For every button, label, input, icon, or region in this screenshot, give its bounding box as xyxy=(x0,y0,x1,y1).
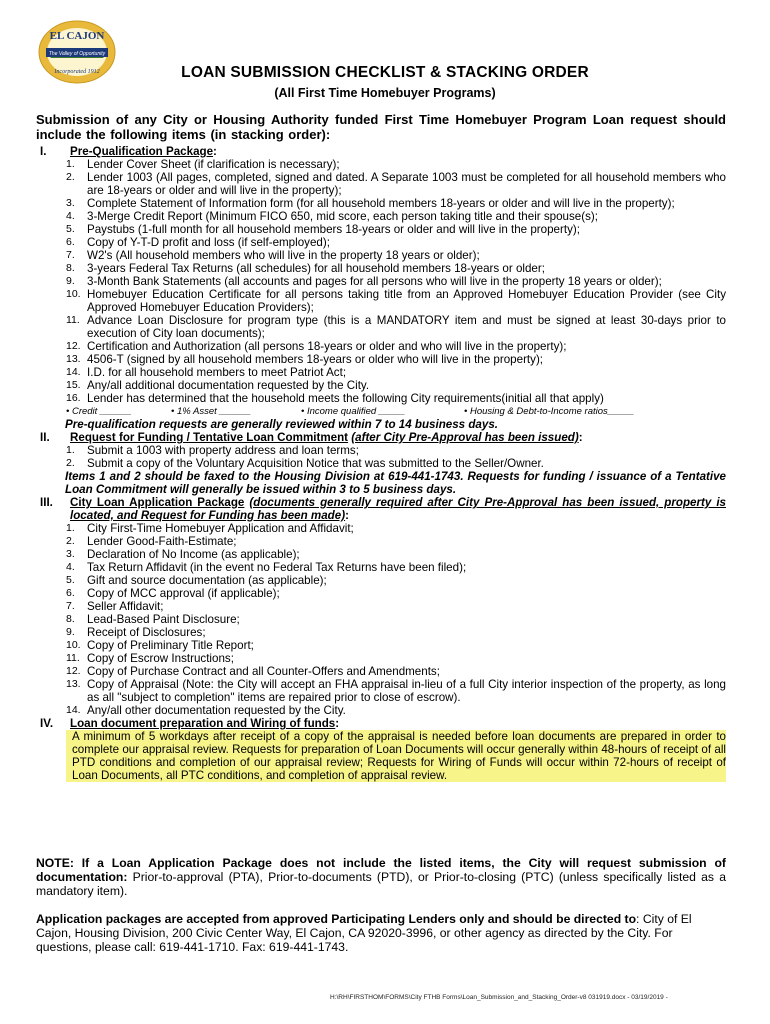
list-item-number: 3. xyxy=(66,548,75,560)
page-subtitle: (All First Time Homebuyer Programs) xyxy=(274,86,496,100)
list-item-number: 8. xyxy=(66,613,75,625)
asset-initial: • 1% Asset ______ xyxy=(171,406,252,417)
housing-ratio-initial: • Housing & Debt-to-Income ratios_____ xyxy=(464,406,635,417)
list-item-number: 7. xyxy=(66,600,75,612)
section-2-heading xyxy=(36,431,726,444)
list-item xyxy=(36,288,726,314)
list-item-text: Copy of Preliminary Title Report; xyxy=(87,639,254,652)
list-item xyxy=(36,574,726,587)
list-item-text: Copy of Y-T-D profit and loss (if self-employed); xyxy=(87,236,330,249)
list-item-text: 3-Month Bank Statements (all accounts and pages for all persons who will live in the property 18 years or older); xyxy=(87,275,662,288)
section-2-note: Items 1 and 2 should be faxed to the Housing Division at 619-441-1743. Requests for funding / issuance of a Tentative Loan Commitment will generally be issued within 3 to 5 business days. xyxy=(65,470,726,496)
section-1-list xyxy=(36,158,726,405)
section-4-title: Loan document preparation and Wiring of funds xyxy=(70,717,336,730)
list-item-number: 4. xyxy=(66,561,75,573)
list-item-number: 11. xyxy=(66,652,80,664)
list-item xyxy=(36,366,726,379)
note-paragraph xyxy=(36,856,726,898)
list-item-number: 2. xyxy=(66,535,75,547)
list-item xyxy=(36,223,726,236)
file-path-footer: H:\RH\FIRSTHOM\FORMS\City FTHB Forms\Loan_Submission_and_Stacking_Order-v8 031919.docx - 03/19/2019 - xyxy=(330,994,668,1001)
list-item xyxy=(36,275,726,288)
list-item-number: 12. xyxy=(66,340,81,352)
section-2-list xyxy=(36,444,726,470)
apply-text: City of El Cajon, Housing Division, 200 Civic Center Way, El Cajon, CA 92020-3996, or other agency as directed by the City. For questions, please call: 619-441-1710. Fax: 619-441-1743. xyxy=(36,912,692,954)
list-item xyxy=(36,210,726,223)
section-1-heading xyxy=(36,145,726,158)
list-item-number: 3. xyxy=(66,197,75,209)
list-item-number: 5. xyxy=(66,574,75,586)
list-item-number: 13. xyxy=(66,678,81,690)
income-initial: • Income qualified _____ xyxy=(301,406,406,417)
list-item-text: 3-Merge Credit Report (Minimum FICO 650, mid score, each person taking title and their spouse(s); xyxy=(87,210,598,223)
list-item xyxy=(36,678,726,704)
list-item xyxy=(36,444,726,457)
list-item-text: Copy of MCC approval (if applicable); xyxy=(87,587,280,600)
list-item xyxy=(36,587,726,600)
list-item-text: Tax Return Affidavit (in the event no Federal Tax Returns have been filed); xyxy=(87,561,467,574)
list-item-number: 14. xyxy=(66,366,81,378)
list-item xyxy=(36,457,726,470)
list-item-text: Any/all additional documentation requested by the City. xyxy=(87,379,370,392)
section-3-title: City Loan Application Package xyxy=(70,496,245,509)
section-2-title: Request for Funding / Tentative Loan Commitment xyxy=(70,431,349,444)
list-item-text: Submit a copy of the Voluntary Acquisition Notice that was submitted to the Seller/Owner. xyxy=(87,457,544,470)
list-item-text: Complete Statement of Information form (for all household members 18-years or older and will live in the property); xyxy=(87,197,675,210)
apply-colon: : xyxy=(636,912,640,926)
list-item xyxy=(36,626,726,639)
list-item-number: 11. xyxy=(66,314,80,326)
section-3-title-tail: : xyxy=(345,509,349,522)
list-item xyxy=(36,535,726,548)
list-item xyxy=(36,704,726,717)
list-item-number: 10. xyxy=(66,288,81,300)
list-item-number: 6. xyxy=(66,587,75,599)
list-item-text: Lender Cover Sheet (if clarification is necessary); xyxy=(87,158,340,171)
note-bold-text: NOTE: If a Loan Application Package does not include the listed items, the City will request submission of documentation: xyxy=(36,856,726,884)
list-item xyxy=(36,639,726,652)
list-item-number: 13. xyxy=(66,353,81,365)
section-4-number: IV. xyxy=(40,717,54,730)
section-2-title-note: (after City Pre-Approval has been issued) xyxy=(351,431,579,444)
list-item-text: Lender Good-Faith-Estimate; xyxy=(87,535,237,548)
list-item-text: City First-Time Homebuyer Application and Affidavit; xyxy=(87,522,354,535)
list-item-text: Gift and source documentation (as applicable); xyxy=(87,574,327,587)
list-item-number: 5. xyxy=(66,223,75,235)
seal-bottom-text: Incorporated 1912 xyxy=(54,69,100,75)
section-2-title-tail: : xyxy=(578,431,583,444)
list-item-number: 1. xyxy=(66,522,75,534)
requirements-initial-row xyxy=(36,405,726,417)
list-item-text: Lender 1003 (All pages, completed, signed and dated. A Separate 1003 must be completed for all household members who are 18-years or older and will live in the property); xyxy=(87,171,726,197)
list-item-text: 3-years Federal Tax Returns (all schedules) for all household members 18-years or older; xyxy=(87,262,545,275)
list-item-number: 9. xyxy=(66,626,75,638)
list-item xyxy=(36,197,726,210)
section-4-highlighted-paragraph: A minimum of 5 workdays after receipt of a copy of the appraisal is needed before loan documents are prepared in order to complete our appraisal review. Requests for preparation of Loan Documents will occur generally within 48-hours of receipt of all PTD conditions and completion of our appraisal review; Requests for Wiring of Funds will occur within 72-hours of receipt of Loan Documents, all PTC conditions, and completion of appraisal review. xyxy=(66,730,726,782)
list-item xyxy=(36,665,726,678)
list-item-text: Lead-Based Paint Disclosure; xyxy=(87,613,240,626)
list-item xyxy=(36,158,726,171)
section-3-number: III. xyxy=(40,496,53,509)
intro-paragraph: Submission of any City or Housing Authority funded First Time Homebuyer Program Loan request should include the following items (in stacking order): xyxy=(36,112,726,142)
list-item-text: Copy of Appraisal (Note: the City will accept an FHA appraisal in-lieu of a full City interior inspection of the property, as long as all "subject to completion" items are repaired prior to close of escrow). xyxy=(87,678,726,704)
section-3-list xyxy=(36,522,726,717)
list-item-number: 9. xyxy=(66,275,75,287)
seal-top-text: EL CAJON xyxy=(49,30,105,42)
list-item-number: 1. xyxy=(66,444,75,456)
list-item xyxy=(36,249,726,262)
el-cajon-seal-logo xyxy=(32,18,122,88)
section-3-title-note: (documents generally required after City Pre-Approval has been issued, property is located, and Request for Funding has been made) xyxy=(70,496,726,522)
list-item xyxy=(36,171,726,197)
page-title: LOAN SUBMISSION CHECKLIST & STACKING ORDER xyxy=(181,64,589,81)
list-item xyxy=(36,392,726,405)
list-item xyxy=(36,262,726,275)
list-item xyxy=(36,314,726,340)
section-4-title-tail: : xyxy=(335,717,340,730)
list-item-text: Copy of Purchase Contract and all Counter-Offers and Amendments; xyxy=(87,665,440,678)
list-item-text: Certification and Authorization (all persons 18-years or older and who will live in the property); xyxy=(87,340,567,353)
list-item-text: I.D. for all household members to meet Patriot Act; xyxy=(87,366,347,379)
section-1-note: Pre-qualification requests are generally reviewed within 7 to 14 business days. xyxy=(65,418,498,431)
list-item xyxy=(36,236,726,249)
list-item-number: 15. xyxy=(66,379,81,391)
list-item-number: 10. xyxy=(66,639,81,651)
list-item-text: Advance Loan Disclosure for program type (this is a MANDATORY item and must be signed at least 30-days prior to execution of City loan documents); xyxy=(87,314,726,340)
list-item-text: Submit a 1003 with property address and loan terms; xyxy=(87,444,359,457)
application-directions xyxy=(36,912,726,954)
section-1-title: Pre-Qualification Package xyxy=(70,145,214,158)
list-item xyxy=(36,522,726,535)
list-item xyxy=(36,340,726,353)
list-item xyxy=(36,613,726,626)
list-item-number: 12. xyxy=(66,665,81,677)
seal-banner-text: The Valley of Opportunity xyxy=(48,51,106,57)
list-item xyxy=(36,379,726,392)
list-item-text: Homebuyer Education Certificate for all persons taking title from an Approved Homebuyer Education Provider (see City Approved Homebuyer Education Providers); xyxy=(87,288,726,314)
checklist-body xyxy=(36,145,726,782)
list-item-number: 1. xyxy=(66,158,75,170)
list-item-text: W2's (All household members who will live in the property 18 years or older); xyxy=(87,249,480,262)
section-1-number: I. xyxy=(40,145,47,158)
list-item-text: Seller Affidavit; xyxy=(87,600,164,613)
list-item-text: Paystubs (1-full month for all household members 18-years or older and will live in the property); xyxy=(87,223,580,236)
list-item xyxy=(36,548,726,561)
list-item-text: Any/all other documentation requested by the City. xyxy=(87,704,346,717)
note-text: Prior-to-approval (PTA), Prior-to-documents (PTD), or Prior-to-closing (PTC) (unless specifically listed as a mandatory item). xyxy=(36,870,726,898)
list-item-number: 16. xyxy=(66,392,81,404)
list-item-number: 4. xyxy=(66,210,75,222)
section-4-heading xyxy=(36,717,726,730)
section-3-heading xyxy=(36,496,726,522)
list-item-number: 7. xyxy=(66,249,75,261)
list-item-number: 2. xyxy=(66,457,75,469)
list-item-text: 4506-T (signed by all household members 18-years or older who will live in the property); xyxy=(87,353,544,366)
section-1-title-tail: : xyxy=(213,145,217,158)
list-item-number: 14. xyxy=(66,704,81,716)
credit-initial: • Credit ______ xyxy=(66,406,132,417)
list-item-number: 8. xyxy=(66,262,75,274)
section-2-number: II. xyxy=(40,431,50,444)
list-item-text: Declaration of No Income (as applicable); xyxy=(87,548,300,561)
list-item-text: Receipt of Disclosures; xyxy=(87,626,206,639)
list-item-text: Copy of Escrow Instructions; xyxy=(87,652,234,665)
list-item xyxy=(36,600,726,613)
apply-bold-text: Application packages are accepted from approved Participating Lenders only and should be directed to xyxy=(36,912,637,926)
list-item xyxy=(36,652,726,665)
list-item xyxy=(36,353,726,366)
list-item-number: 6. xyxy=(66,236,75,248)
list-item-text: Lender has determined that the household meets the following City requirements(initial all that apply) xyxy=(87,392,604,405)
list-item xyxy=(36,561,726,574)
list-item-number: 2. xyxy=(66,171,75,183)
